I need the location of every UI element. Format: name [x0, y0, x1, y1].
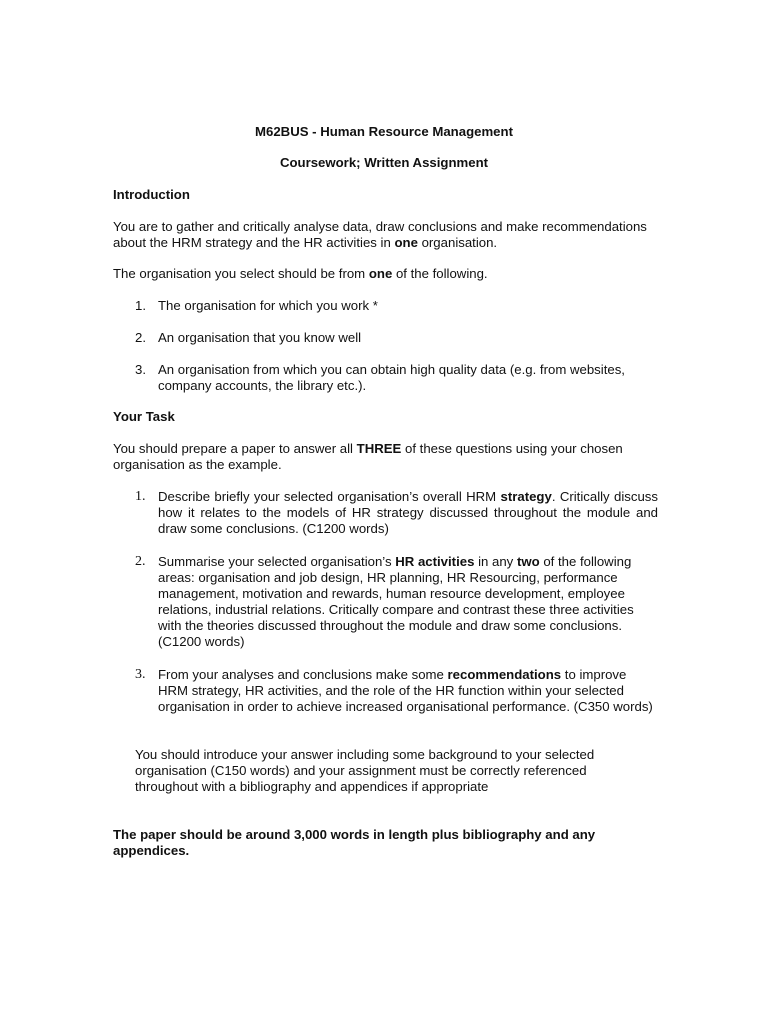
q3-text-a: From your analyses and conclusions make some [158, 667, 448, 682]
q1-emphasis: strategy [500, 489, 552, 504]
list-text: The organisation for which you work * [158, 298, 378, 313]
q2-emphasis-2: two [516, 554, 540, 569]
q2-text-a: Summarise your selected organisation’s [158, 554, 396, 569]
closing-paragraph: You should introduce your answer including some background to your selected organisation (C150 words) and your assignment must be correctly referenced throughout with a bibliography and appendices if appropriate [135, 747, 595, 794]
question-number: 3. [135, 667, 146, 682]
q3-emphasis: recommendations [447, 667, 562, 682]
question-text [158, 554, 658, 650]
list-number: 2. [135, 330, 146, 345]
question-number: 2. [135, 554, 146, 569]
q2-text-b: in any [474, 554, 517, 569]
q1-text-b: . Critically discuss how it relates to the models of HR strategy discussed throughout the module and draw some conclusions. (C1200 words) [158, 489, 658, 536]
q2-text-c: of the following areas: organisation and job design, HR planning, HR Resourcing, performance management, motivation and rewards, human resource development, employee relations, industrial relations. Critically compare and contrast these three activities with the theories discussed throughout the module and draw some conclusions. (C1200 words) [158, 554, 634, 649]
list-text: An organisation from which you can obtain high quality data (e.g. from websites, company accounts, the library etc.). [158, 362, 625, 393]
select-text-b: of the following. [392, 266, 488, 281]
task-paragraph [113, 441, 658, 473]
q1-text-a: Describe briefly your selected organisation’s overall HRM [158, 489, 501, 504]
q3-text-b: to improve HRM strategy, HR activities, and the role of the HR function within your selected organisation in order to achieve increased organisational performance. (C350 words) [158, 667, 653, 714]
list-number: 1. [135, 298, 146, 313]
task-emphasis: THREE [356, 441, 402, 456]
doc-title: M62BUS - Human Resource Management [255, 124, 513, 139]
q2-emphasis-1: HR activities [395, 554, 475, 569]
question-text [158, 667, 658, 715]
question-number: 1. [135, 489, 146, 504]
question-text [158, 489, 658, 537]
intro-text-a: You are to gather and critically analyse data, draw conclusions and make recommendations about the HRM strategy and the HR activities in [113, 219, 647, 250]
word-count-note: The paper should be around 3,000 words in length plus bibliography and any appendices. [113, 827, 596, 858]
select-emphasis: one [368, 266, 393, 281]
list-number: 3. [135, 362, 146, 377]
task-text-b: of these questions using your chosen organisation as the example. [113, 441, 623, 472]
intro-text-b: organisation. [417, 235, 498, 250]
intro-heading: Introduction [113, 187, 190, 202]
task-heading: Your Task [113, 409, 175, 424]
list-text: An organisation that you know well [158, 330, 362, 345]
task-text-a: You should prepare a paper to answer all [113, 441, 357, 456]
select-paragraph [113, 266, 658, 282]
intro-paragraph [113, 219, 658, 251]
doc-subtitle: Coursework; Written Assignment [279, 155, 489, 170]
intro-emphasis: one [394, 235, 418, 250]
select-text-a: The organisation you select should be from [113, 266, 369, 281]
